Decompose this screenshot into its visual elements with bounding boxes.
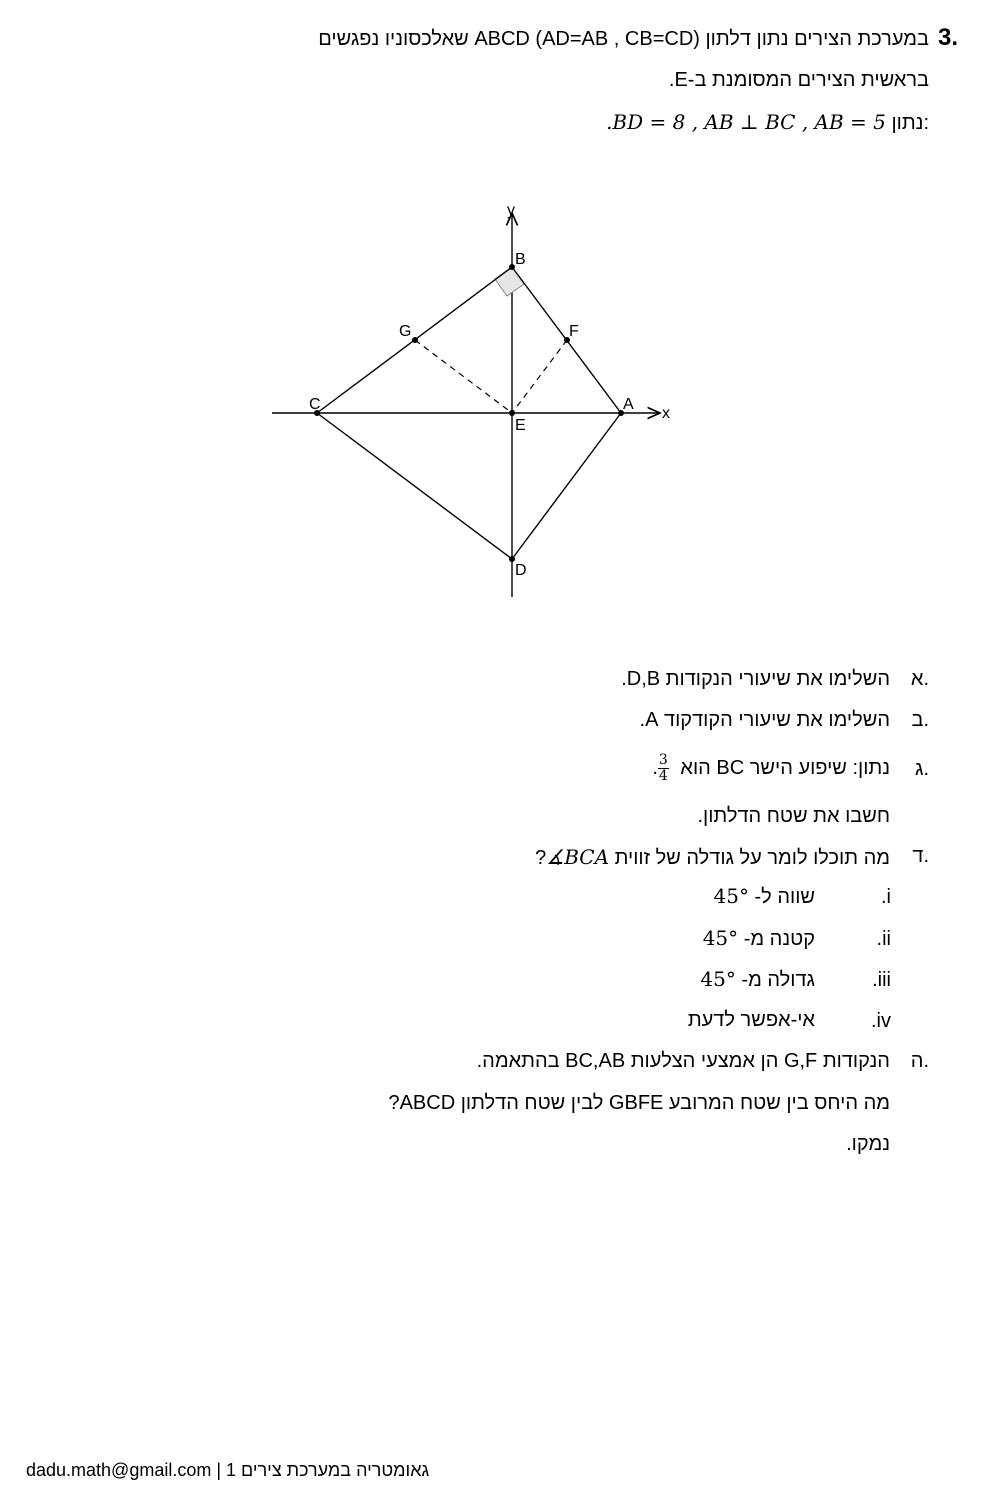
point-g — [412, 337, 418, 343]
angle-bca: ∡BCA — [546, 845, 610, 869]
part-a-label: א. — [910, 668, 929, 690]
segment-ge — [415, 340, 512, 413]
question-intro-line1: במערכת הצירים נתון דלתון ABCD (AD=AB , CB=CD) שאלכסוניו נפגשים — [318, 28, 929, 50]
part-d-label: ד. — [912, 845, 929, 867]
slope-numerator: 3 — [658, 752, 668, 769]
option-iii-label: .iii — [872, 969, 891, 991]
label-b: B — [515, 251, 526, 268]
part-c-line — [652, 748, 890, 788]
given-line — [606, 110, 929, 135]
part-c-label: ג. — [914, 758, 929, 780]
part-d-line — [535, 845, 890, 870]
part-d-qmark: ? — [535, 847, 547, 869]
part-d-text: מה תוכלו לומר על גודלה של זווית — [614, 847, 890, 869]
label-g: G — [399, 323, 412, 340]
side-dc — [317, 413, 512, 559]
side-ad — [512, 413, 621, 559]
question-number: 3. — [938, 24, 959, 51]
part-c-extra: חשבו את שטח הדלתון. — [697, 805, 890, 827]
slope-fraction — [658, 753, 669, 784]
option-ii-line — [703, 926, 815, 951]
right-angle-marker — [495, 267, 524, 296]
part-e-text: הנקודות G,F הן אמצעי הצלעות BC,AB בהתאמה. — [476, 1050, 890, 1072]
option-ii-label: .ii — [876, 928, 891, 950]
part-b-text: השלימו את שיעורי הקודקוד A. — [639, 709, 890, 731]
label-e: E — [515, 417, 526, 434]
part-e-label: ה. — [910, 1050, 929, 1072]
part-c-text: נתון: שיפוע הישר BC הוא — [680, 757, 890, 779]
point-e — [509, 410, 515, 416]
option-i-line — [714, 884, 816, 909]
label-f: F — [569, 323, 579, 340]
segment-fe — [512, 340, 567, 413]
option-ii-value: 45° — [702, 926, 739, 950]
option-iv-label: .iv — [871, 1010, 891, 1032]
question-intro-line2: בראשית הצירים המסומנת ב-E. — [668, 69, 929, 91]
slope-denominator: 4 — [658, 768, 668, 785]
given-label: נתון: — [891, 112, 929, 134]
part-e-extra2: נמקו. — [846, 1133, 890, 1155]
x-axis-label: x — [662, 405, 670, 422]
part-e-extra: מה היחס בין שטח המרובע GBFE לבין שטח הדלתון ABCD? — [388, 1092, 890, 1114]
part-a-text: השלימו את שיעורי הנקודות D,B. — [621, 668, 890, 690]
option-iii-text: גדולה מ- — [741, 969, 815, 991]
option-iv-text: אי-אפשר לדעת — [687, 1009, 815, 1031]
option-i-label: .i — [881, 886, 891, 908]
label-a: A — [623, 396, 634, 413]
part-c-end: . — [652, 757, 658, 779]
label-d: D — [515, 562, 527, 579]
label-c: C — [309, 396, 321, 413]
page-footer: dadu.math@gmail.com | גאומטריה במערכת צירים 1 — [26, 1460, 430, 1480]
option-iii-value: 45° — [700, 967, 736, 991]
option-i-text: שווה ל- — [754, 886, 815, 908]
option-i-value: 45° — [713, 884, 749, 908]
given-math: .BD = 8 , AB ⊥ BC , AB = 5 — [606, 110, 886, 134]
kite-figure — [0, 195, 991, 615]
option-iii-line — [700, 967, 815, 992]
y-axis-label: y — [507, 202, 515, 219]
option-ii-text: קטנה מ- — [743, 928, 815, 950]
part-b-label: ב. — [911, 709, 929, 731]
